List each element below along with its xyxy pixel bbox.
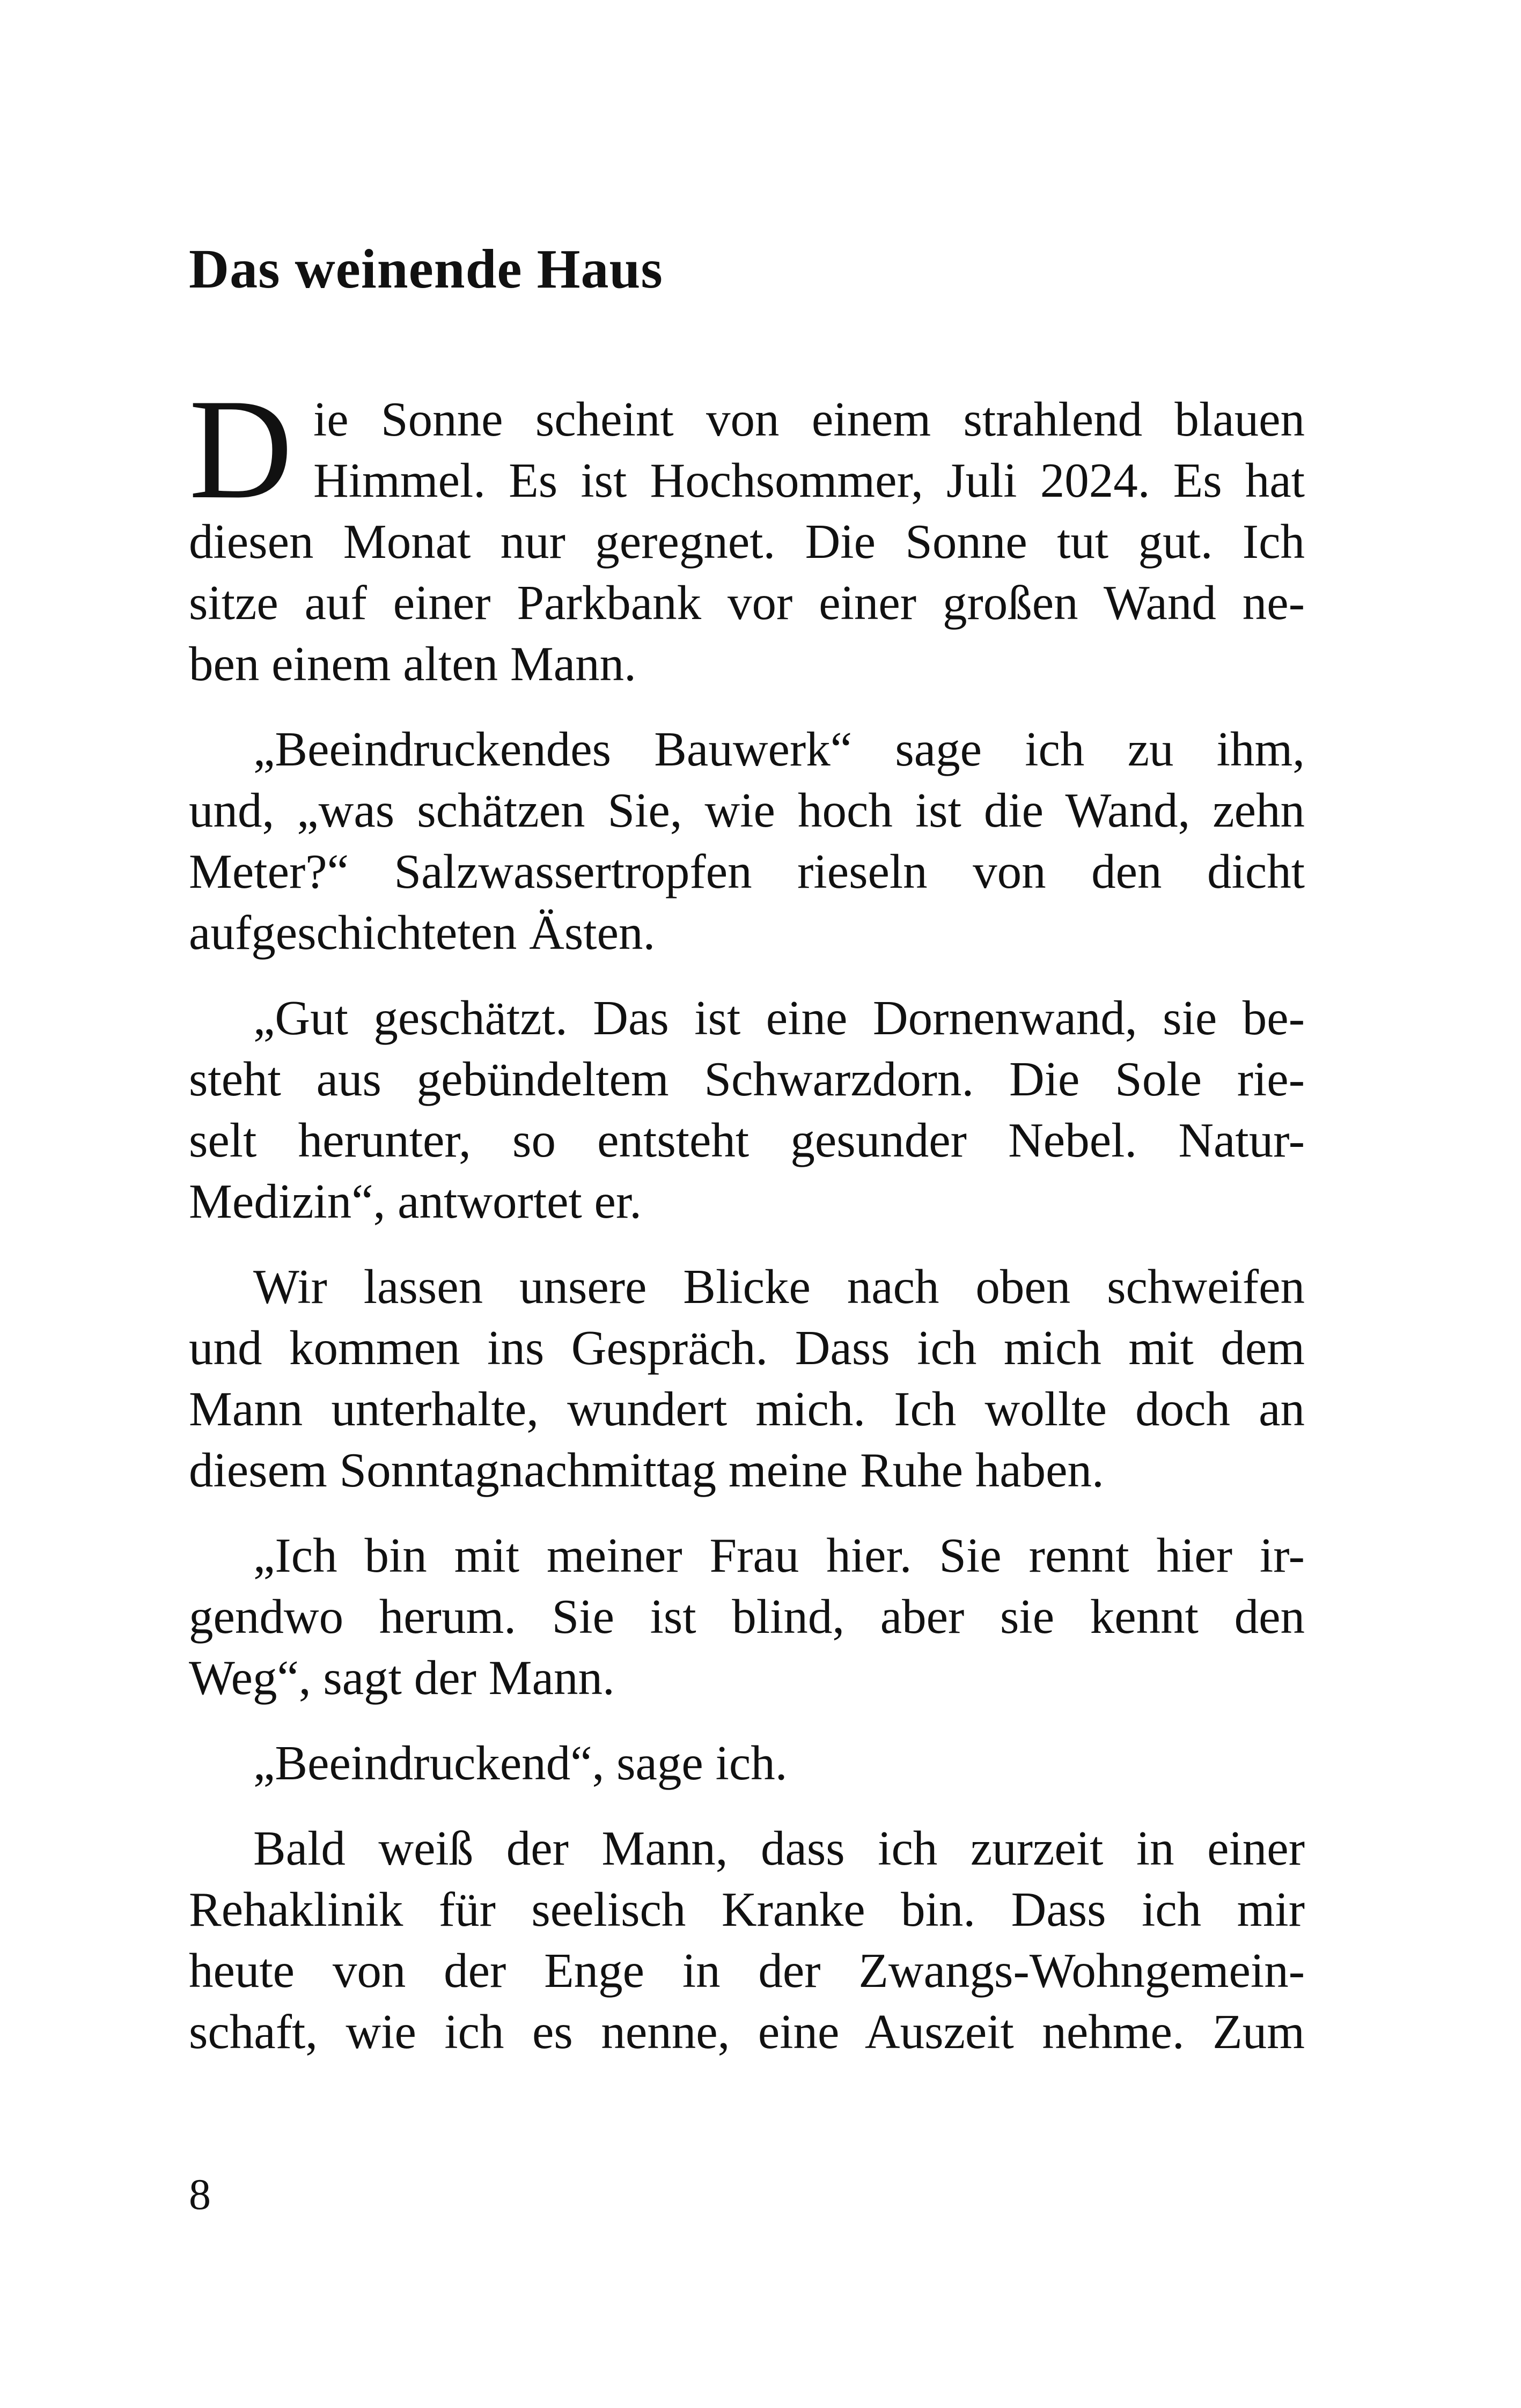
text-line: und kommen ins Gespräch. Dass ich mich mit dem xyxy=(189,1321,1305,1375)
drop-cap: D xyxy=(189,369,293,528)
paragraph-1 xyxy=(189,369,1305,695)
page-number: 8 xyxy=(189,2170,211,2219)
text-line: „Ich bin mit meiner Frau hier. Sie rennt hier ir- xyxy=(253,1528,1305,1582)
text-line: diesen Monat nur geregnet. Die Sonne tut gut. Ich xyxy=(189,514,1305,569)
text-line: „Beeindruckend“, sage ich. xyxy=(253,1736,788,1790)
text-line: steht aus gebündeltem Schwarzdorn. Die Sole rie- xyxy=(189,1052,1305,1106)
text-line: selt herunter, so entsteht gesunder Nebel. Natur- xyxy=(189,1113,1305,1167)
text-line: „Beeindruckendes Bauwerk“ sage ich zu ihm, xyxy=(253,722,1305,776)
text-line: sitze auf einer Parkbank vor einer großen Wand ne- xyxy=(189,576,1305,630)
text-line: Weg“, sagt der Mann. xyxy=(189,1651,615,1705)
paragraph-7 xyxy=(189,1818,1305,2063)
text-line: und, „was schätzen Sie, wie hoch ist die Wand, zehn xyxy=(189,783,1305,837)
paragraph-5 xyxy=(189,1525,1305,1709)
text-line: Bald weiß der Mann, dass ich zurzeit in einer xyxy=(253,1821,1305,1875)
text-line: gendwo herum. Sie ist blind, aber sie kennt den xyxy=(189,1589,1305,1644)
body-text xyxy=(189,369,1305,2087)
paragraph-6 xyxy=(189,1733,1305,1794)
text-line: Mann unterhalte, wundert mich. Ich wollte doch an xyxy=(189,1382,1305,1436)
text-line: heute von der Enge in der Zwangs-Wohngemein- xyxy=(189,1943,1305,1998)
paragraph-4 xyxy=(189,1256,1305,1501)
text-line: ie Sonne scheint von einem strahlend blauen xyxy=(313,392,1305,446)
text-line: Meter?“ Salzwassertropfen rieseln von den dicht xyxy=(189,844,1305,899)
text-line: „Gut geschätzt. Das ist eine Dornenwand, sie be- xyxy=(253,991,1305,1045)
paragraph-3 xyxy=(189,988,1305,1232)
text-line: Himmel. Es ist Hochsommer, Juli 2024. Es hat xyxy=(313,453,1305,507)
text-line: Rehaklinik für seelisch Kranke bin. Dass ich mir xyxy=(189,1882,1305,1936)
text-line: diesem Sonntagnachmittag meine Ruhe haben. xyxy=(189,1443,1104,1497)
paragraph-2 xyxy=(189,719,1305,963)
text-line: schaft, wie ich es nenne, eine Auszeit nehme. Zum xyxy=(189,2005,1305,2059)
text-line: Wir lassen unsere Blicke nach oben schweifen xyxy=(253,1260,1305,1314)
chapter-title: Das weinende Haus xyxy=(189,238,663,300)
text-line: ben einem alten Mann. xyxy=(189,637,636,691)
text-line: aufgeschichteten Ästen. xyxy=(189,905,656,960)
text-line: Medizin“, antwortet er. xyxy=(189,1174,642,1228)
